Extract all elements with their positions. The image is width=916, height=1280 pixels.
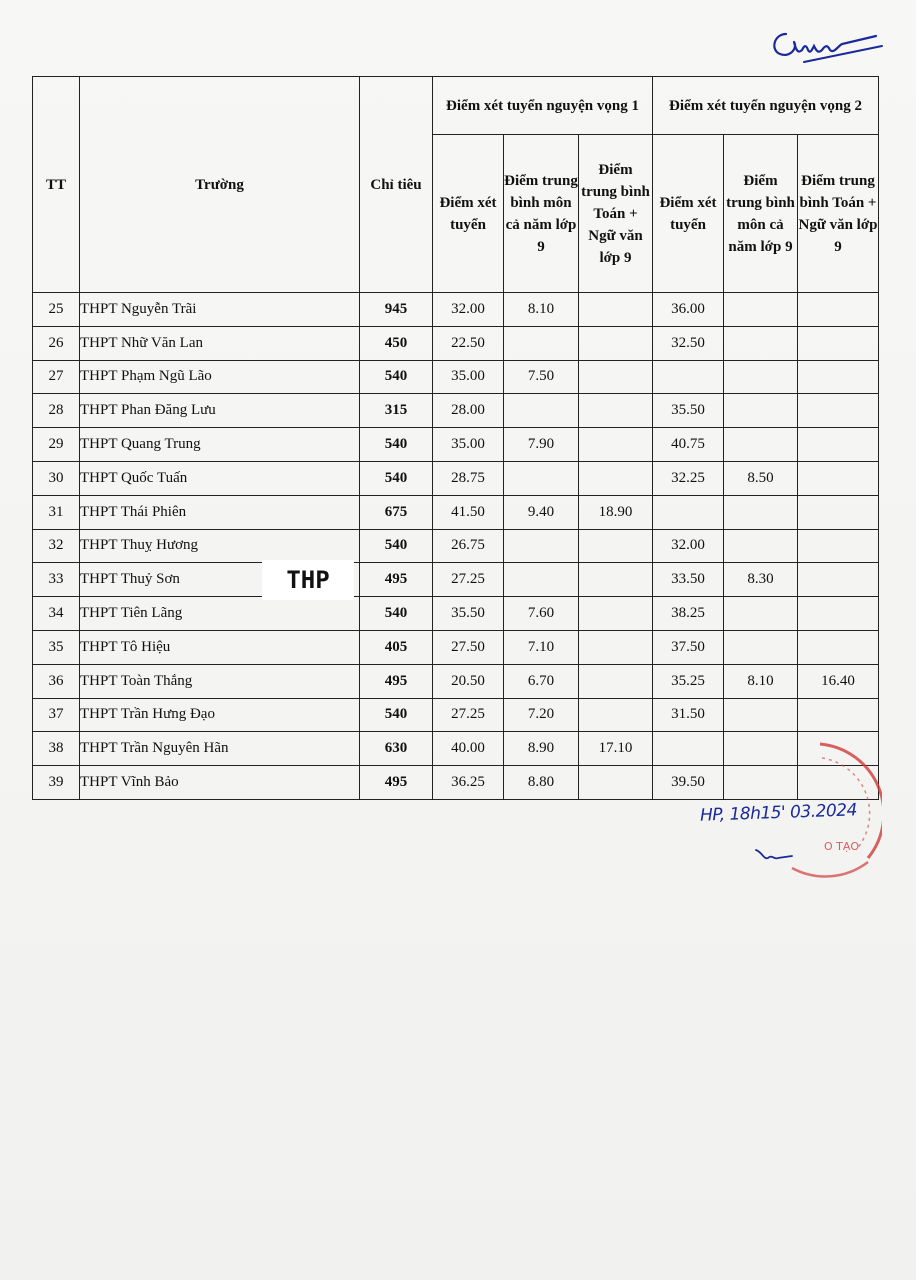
cell-tt: 25 bbox=[33, 293, 80, 327]
table-row bbox=[33, 664, 879, 698]
cell-nv1-avg: 7.50 bbox=[504, 360, 579, 394]
cell-nv2-score: 32.50 bbox=[653, 326, 724, 360]
cell-nv1-avg: 7.10 bbox=[504, 630, 579, 664]
cell-nv2-score: 35.50 bbox=[653, 394, 724, 428]
cell-nv1-math-lit bbox=[579, 630, 653, 664]
cell-nv2-score: 37.50 bbox=[653, 630, 724, 664]
cell-nv2-avg: 8.50 bbox=[724, 461, 798, 495]
table-row bbox=[33, 563, 879, 597]
cell-school: THPT Phạm Ngũ Lão bbox=[80, 360, 360, 394]
cell-nv1-math-lit bbox=[579, 326, 653, 360]
table-row bbox=[33, 529, 879, 563]
cell-nv1-avg: 8.90 bbox=[504, 732, 579, 766]
table-row bbox=[33, 293, 879, 327]
cell-nv1-math-lit: 17.10 bbox=[579, 732, 653, 766]
cell-quota: 495 bbox=[360, 664, 433, 698]
cell-nv2-score bbox=[653, 360, 724, 394]
cell-quota: 540 bbox=[360, 360, 433, 394]
cell-nv2-math-lit bbox=[798, 495, 879, 529]
cell-nv2-avg bbox=[724, 394, 798, 428]
cell-nv2-avg bbox=[724, 698, 798, 732]
cell-nv1-avg bbox=[504, 529, 579, 563]
cell-tt: 27 bbox=[33, 360, 80, 394]
cell-quota: 945 bbox=[360, 293, 433, 327]
cell-nv1-avg: 7.90 bbox=[504, 428, 579, 462]
cell-nv1-math-lit bbox=[579, 766, 653, 800]
cell-nv1-score: 41.50 bbox=[433, 495, 504, 529]
cell-tt: 32 bbox=[33, 529, 80, 563]
cell-nv1-score: 28.00 bbox=[433, 394, 504, 428]
cell-nv2-math-lit bbox=[798, 698, 879, 732]
cell-school: THPT Tiên Lãng bbox=[80, 597, 360, 631]
table-row bbox=[33, 732, 879, 766]
header-nv1-math-lit: Điểm trung bình Toán + Ngữ văn lớp 9 bbox=[579, 135, 653, 293]
cell-tt: 26 bbox=[33, 326, 80, 360]
cell-nv2-math-lit bbox=[798, 428, 879, 462]
cell-nv2-math-lit bbox=[798, 563, 879, 597]
cell-nv2-avg: 8.10 bbox=[724, 664, 798, 698]
cell-school: THPT Nhữ Văn Lan bbox=[80, 326, 360, 360]
cell-quota: 540 bbox=[360, 529, 433, 563]
header-nv1-group: Điểm xét tuyển nguyện vọng 1 bbox=[433, 77, 653, 135]
header-nv2-avg: Điểm trung bình môn cả năm lớp 9 bbox=[724, 135, 798, 293]
cell-nv1-math-lit: 18.90 bbox=[579, 495, 653, 529]
cell-nv1-avg: 6.70 bbox=[504, 664, 579, 698]
cell-tt: 29 bbox=[33, 428, 80, 462]
table-row bbox=[33, 698, 879, 732]
cell-nv1-score: 26.75 bbox=[433, 529, 504, 563]
cell-nv1-math-lit bbox=[579, 563, 653, 597]
cell-school: THPT Vĩnh Bảo bbox=[80, 766, 360, 800]
cell-nv2-math-lit bbox=[798, 529, 879, 563]
cell-school: THPT Phan Đăng Lưu bbox=[80, 394, 360, 428]
cell-nv1-score: 20.50 bbox=[433, 664, 504, 698]
cell-tt: 30 bbox=[33, 461, 80, 495]
cell-nv2-math-lit bbox=[798, 360, 879, 394]
cell-nv1-score: 22.50 bbox=[433, 326, 504, 360]
header-nv1-avg: Điểm trung bình môn cả năm lớp 9 bbox=[504, 135, 579, 293]
cell-nv1-score: 35.50 bbox=[433, 597, 504, 631]
header-tt: TT bbox=[33, 77, 80, 293]
cell-nv2-score: 33.50 bbox=[653, 563, 724, 597]
cell-tt: 39 bbox=[33, 766, 80, 800]
cell-nv2-math-lit bbox=[798, 630, 879, 664]
cell-nv2-score bbox=[653, 732, 724, 766]
cell-nv2-avg bbox=[724, 495, 798, 529]
cell-school: THPT Thuỵ Hương bbox=[80, 529, 360, 563]
cell-nv2-avg bbox=[724, 597, 798, 631]
table-row bbox=[33, 428, 879, 462]
cell-nv1-math-lit bbox=[579, 597, 653, 631]
cell-nv1-math-lit bbox=[579, 664, 653, 698]
table-row bbox=[33, 360, 879, 394]
cell-school: THPT Trần Nguyên Hãn bbox=[80, 732, 360, 766]
table-row bbox=[33, 766, 879, 800]
cell-nv2-math-lit bbox=[798, 293, 879, 327]
cell-nv2-math-lit: 16.40 bbox=[798, 664, 879, 698]
cell-tt: 31 bbox=[33, 495, 80, 529]
cell-nv2-math-lit bbox=[798, 461, 879, 495]
cell-nv1-avg: 8.10 bbox=[504, 293, 579, 327]
stamp-text: O TẠO bbox=[824, 840, 860, 853]
cell-nv1-avg: 7.60 bbox=[504, 597, 579, 631]
cell-quota: 495 bbox=[360, 766, 433, 800]
cell-quota: 540 bbox=[360, 597, 433, 631]
cell-nv1-math-lit bbox=[579, 461, 653, 495]
cell-nv2-score: 38.25 bbox=[653, 597, 724, 631]
cell-nv2-score: 32.00 bbox=[653, 529, 724, 563]
cell-quota: 540 bbox=[360, 461, 433, 495]
cell-nv1-score: 32.00 bbox=[433, 293, 504, 327]
header-nv2-math-lit: Điểm trung bình Toán + Ngữ văn lớp 9 bbox=[798, 135, 879, 293]
cell-school: THPT Quốc Tuấn bbox=[80, 461, 360, 495]
cell-nv1-score: 27.25 bbox=[433, 563, 504, 597]
cell-quota: 675 bbox=[360, 495, 433, 529]
cell-nv2-math-lit bbox=[798, 394, 879, 428]
cell-quota: 450 bbox=[360, 326, 433, 360]
cell-school: THPT Tô Hiệu bbox=[80, 630, 360, 664]
header-school: Trường bbox=[80, 77, 360, 293]
cell-school: THPT Nguyễn Trãi bbox=[80, 293, 360, 327]
cell-quota: 540 bbox=[360, 428, 433, 462]
cell-nv1-math-lit bbox=[579, 394, 653, 428]
cell-nv2-score: 40.75 bbox=[653, 428, 724, 462]
cell-nv1-math-lit bbox=[579, 529, 653, 563]
header-nv2-group: Điểm xét tuyển nguyện vọng 2 bbox=[653, 77, 879, 135]
cell-school: THPT Thuỷ Sơn bbox=[80, 563, 360, 597]
cell-nv1-score: 27.50 bbox=[433, 630, 504, 664]
admission-score-table bbox=[32, 76, 879, 800]
cell-school: THPT Quang Trung bbox=[80, 428, 360, 462]
cell-nv2-score: 32.25 bbox=[653, 461, 724, 495]
cell-school: THPT Trần Hưng Đạo bbox=[80, 698, 360, 732]
cell-nv1-avg bbox=[504, 563, 579, 597]
header-nv1-score: Điểm xét tuyển bbox=[433, 135, 504, 293]
cell-nv1-math-lit bbox=[579, 698, 653, 732]
cell-nv2-score: 35.25 bbox=[653, 664, 724, 698]
cell-quota: 405 bbox=[360, 630, 433, 664]
table-row bbox=[33, 495, 879, 529]
cell-nv1-math-lit bbox=[579, 360, 653, 394]
cell-nv1-score: 36.25 bbox=[433, 766, 504, 800]
table-row bbox=[33, 461, 879, 495]
cell-nv2-score: 39.50 bbox=[653, 766, 724, 800]
table-row bbox=[33, 630, 879, 664]
cell-nv2-math-lit bbox=[798, 326, 879, 360]
cell-nv1-avg: 8.80 bbox=[504, 766, 579, 800]
header-nv2-score: Điểm xét tuyển bbox=[653, 135, 724, 293]
cell-nv1-avg: 7.20 bbox=[504, 698, 579, 732]
cell-nv1-avg: 9.40 bbox=[504, 495, 579, 529]
cell-school: THPT Thái Phiên bbox=[80, 495, 360, 529]
cell-quota: 315 bbox=[360, 394, 433, 428]
table-row bbox=[33, 394, 879, 428]
watermark-label: THP bbox=[262, 560, 354, 600]
cell-nv1-math-lit bbox=[579, 428, 653, 462]
cell-nv1-score: 40.00 bbox=[433, 732, 504, 766]
table-row bbox=[33, 326, 879, 360]
cell-tt: 28 bbox=[33, 394, 80, 428]
cell-quota: 630 bbox=[360, 732, 433, 766]
cell-nv1-score: 28.75 bbox=[433, 461, 504, 495]
header-quota: Chỉ tiêu bbox=[360, 77, 433, 293]
cell-nv1-score: 35.00 bbox=[433, 360, 504, 394]
cell-nv1-score: 35.00 bbox=[433, 428, 504, 462]
cell-nv2-avg: 8.30 bbox=[724, 563, 798, 597]
cell-nv1-score: 27.25 bbox=[433, 698, 504, 732]
cell-nv2-math-lit bbox=[798, 597, 879, 631]
handwritten-initial bbox=[752, 840, 812, 870]
cell-nv2-avg bbox=[724, 360, 798, 394]
cell-tt: 34 bbox=[33, 597, 80, 631]
cell-nv2-score: 36.00 bbox=[653, 293, 724, 327]
cell-tt: 37 bbox=[33, 698, 80, 732]
cell-nv2-avg bbox=[724, 529, 798, 563]
cell-tt: 36 bbox=[33, 664, 80, 698]
cell-nv2-avg bbox=[724, 630, 798, 664]
cell-nv2-avg bbox=[724, 326, 798, 360]
cell-school: THPT Toàn Thắng bbox=[80, 664, 360, 698]
cell-nv1-avg bbox=[504, 461, 579, 495]
cell-tt: 33 bbox=[33, 563, 80, 597]
handwritten-date-note: HP, 18h15' 03.2024 bbox=[699, 800, 858, 826]
signature-mark bbox=[764, 20, 884, 70]
table-row bbox=[33, 597, 879, 631]
cell-nv2-score: 31.50 bbox=[653, 698, 724, 732]
cell-quota: 540 bbox=[360, 698, 433, 732]
cell-nv2-avg bbox=[724, 428, 798, 462]
cell-nv1-avg bbox=[504, 394, 579, 428]
cell-tt: 35 bbox=[33, 630, 80, 664]
cell-quota: 495 bbox=[360, 563, 433, 597]
cell-nv2-avg bbox=[724, 293, 798, 327]
cell-tt: 38 bbox=[33, 732, 80, 766]
cell-nv1-avg bbox=[504, 326, 579, 360]
cell-nv2-score bbox=[653, 495, 724, 529]
cell-nv1-math-lit bbox=[579, 293, 653, 327]
